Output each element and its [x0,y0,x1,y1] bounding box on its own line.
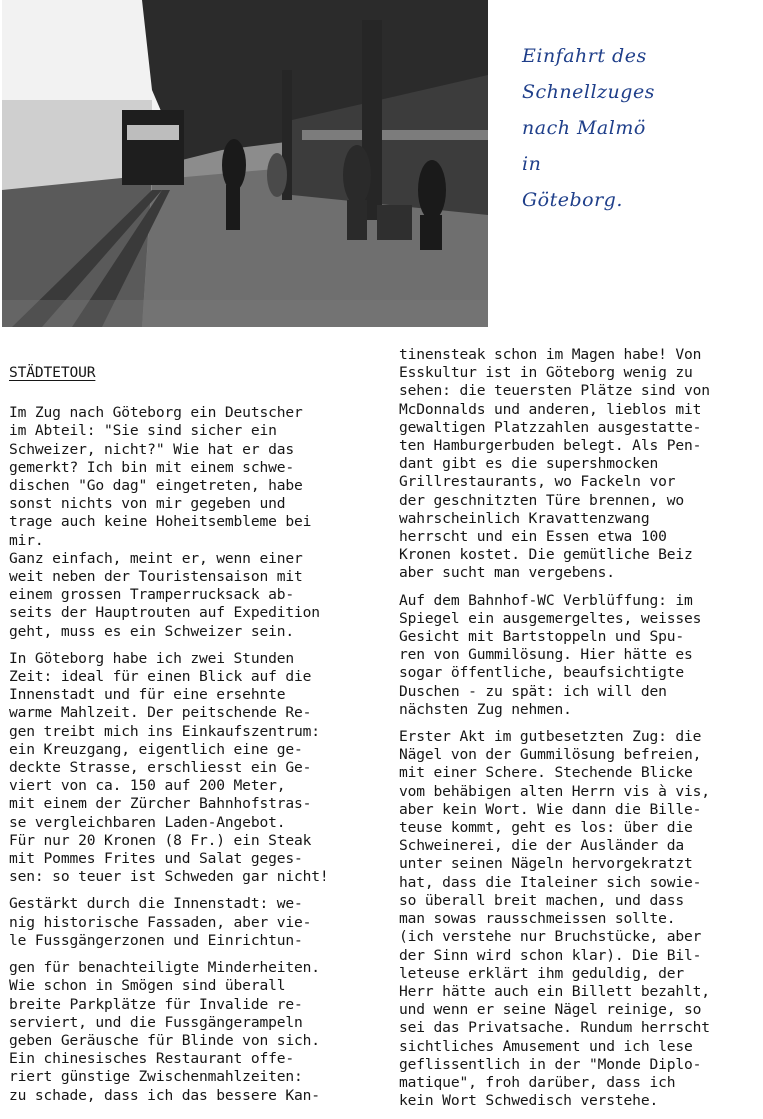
text-line: aber kein Wort. Wie dann die Bille- [399,800,702,818]
text-line: Gestärkt durch die Innenstadt: we- [9,895,303,913]
paragraph [399,728,763,1110]
text-line: Auf dem Bahnhof-WC Verblüffung: im [399,591,693,609]
caption-line: Schnellzuges [522,81,655,103]
text-line: warme Mahlzeit. Der peitschende Re- [9,704,312,722]
text-line: Im Zug nach Göteborg ein Deutscher [9,404,303,422]
text-line: hat, dass die Italeiner sich sowie- [399,873,702,891]
train-station-photo [2,0,488,327]
text-line: Ein chinesisches Restaurant offe- [9,1050,294,1068]
text-line: se vergleichbaren Laden-Angebot. [9,813,286,831]
caption-line: nach Malmö [522,117,646,139]
text-line: aber sucht man vergebens. [399,564,615,582]
text-line: mit einem der Zürcher Bahnhofstras- [9,795,312,813]
text-line: deckte Strasse, erschliesst ein Ge- [9,759,312,777]
text-line: Wie schon in Smögen sind überall [9,977,286,995]
text-line: geht, muss es ein Schweizer sein. [9,622,294,640]
text-line: und wenn er seine Nägel reinige, so [399,1001,702,1019]
text-line: matique", froh darüber, dass ich [399,1073,676,1091]
text-line: Ganz einfach, meint er, wenn einer [9,549,303,567]
paragraph [9,959,375,1105]
caption-line: Einfahrt des [522,45,647,67]
text-line: zu schade, dass ich das bessere Kan- [9,1086,320,1104]
text-line: wahrscheinlich Kravattenzwang [399,509,650,527]
text-line: geflissentlich in der "Monde Diplo- [399,1055,702,1073]
text-line: le Fussgängerzonen und Einrichtun- [9,931,303,949]
caption-line: in [522,153,542,175]
text-line: Grillrestaurants, wo Fackeln vor [399,473,676,491]
text-line: riert günstige Zwischenmahlzeiten: [9,1068,303,1086]
text-line: vom behäbigen alten Herrn vis à vis, [399,782,710,800]
text-line: Herr hätte auch ein Billett bezahlt, [399,982,710,1000]
text-line: kein Wort Schwedisch verstehe. [399,1092,659,1110]
text-line: ein Kreuzgang, eigentlich eine ge- [9,740,303,758]
text-line: gen treibt mich ins Einkaufszentrum: [9,722,320,740]
text-line: Schweinerei, die der Ausländer da [399,837,684,855]
section-heading: STÄDTETOUR [9,364,96,381]
text-line: ten Hamburgerbuden belegt. Als Pen- [399,437,702,455]
text-line: viert von ca. 150 auf 200 Meter, [9,777,286,795]
paragraph [399,592,763,719]
text-line: sei das Privatsache. Rundum herrscht [399,1019,710,1037]
text-line: trage auch keine Hoheitsembleme bei [9,513,312,531]
right-column [399,346,763,1119]
left-column [9,364,375,1114]
text-line: nächsten Zug nehmen. [399,700,572,718]
paragraph [9,895,375,950]
text-line: teuse kommt, geht es los: über die [399,819,693,837]
text-line: im Abteil: "Sie sind sicher ein [9,422,277,440]
text-line: gen für benachteiligte Minderheiten. [9,959,320,977]
handwritten-caption [522,38,757,218]
text-line: gewaltigen Platzzahlen ausgestatte- [399,418,702,436]
text-line: sichtliches Amusement und ich lese [399,1037,693,1055]
text-line: Spiegel ein ausgemergeltes, weisses [399,609,702,627]
text-line: Zeit: ideal für einen Blick auf die [9,668,312,686]
text-line: nig historische Fassaden, aber vie- [9,913,312,931]
text-line: sehen: die teuersten Plätze sind von [399,382,710,400]
text-line: Innenstadt und für eine ersehnte [9,686,286,704]
text-line: der Sinn wird schon klar). Die Bil- [399,946,702,964]
text-line: man sowas rausschmeissen sollte. [399,910,676,928]
text-line: mit Pommes Frites und Salat geges- [9,850,303,868]
text-line: sen: so teuer ist Schweden gar nicht! [9,868,329,886]
paragraph [9,650,375,887]
text-line: Für nur 20 Kronen (8 Fr.) ein Steak [9,831,312,849]
text-line: weit neben der Touristensaison mit [9,568,303,586]
text-line: (ich verstehe nur Bruchstücke, aber [399,928,702,946]
text-line: geben Geräusche für Blinde von sich. [9,1031,320,1049]
text-line: Nägel von der Gummilösung befreien, [399,746,702,764]
text-line: Duschen - zu spät: ich will den [399,682,667,700]
text-line: seits der Hauptrouten auf Expedition [9,604,320,622]
text-line: sogar öffentliche, beaufsichtigte [399,664,684,682]
text-line: Gesicht mit Bartstoppeln und Spu- [399,628,684,646]
text-line: serviert, und die Fussgängerampeln [9,1013,303,1031]
text-line: ren von Gummilösung. Hier hätte es [399,646,693,664]
text-line: Erster Akt im gutbesetzten Zug: die [399,728,702,746]
text-line: mir. [9,531,44,549]
text-line: McDonnalds und anderen, lieblos mit [399,400,702,418]
text-line: sonst nichts von mir gegeben und [9,495,286,513]
text-line: Schweizer, nicht?" Wie hat er das [9,440,294,458]
text-line: Esskultur ist in Göteborg wenig zu [399,364,693,382]
text-line: leteuse erklärt ihm geduldig, der [399,964,684,982]
text-line: herrscht und ein Essen etwa 100 [399,528,667,546]
text-line: gemerkt? Ich bin mit einem schwe- [9,458,294,476]
text-line: so überall breit machen, und dass [399,891,684,909]
paragraph [399,346,763,583]
caption-line: Göteborg. [522,189,623,211]
text-line: tinensteak schon im Magen habe! Von [399,346,702,363]
text-line: dischen "Go dag" eingetreten, habe [9,477,303,495]
text-line: In Göteborg habe ich zwei Stunden [9,649,294,667]
text-line: Kronen kostet. Die gemütliche Beiz [399,546,693,564]
paragraph [9,404,375,641]
text-line: unter seinen Nägeln hervorgekratzt [399,855,693,873]
text-line: der geschnitzten Türe brennen, wo [399,491,684,509]
text-line: breite Parkplätze für Invalide re- [9,995,303,1013]
text-line: mit einer Schere. Stechende Blicke [399,764,693,782]
text-line: einem grossen Tramperrucksack ab- [9,586,294,604]
text-line: dant gibt es die supershmocken [399,455,659,473]
